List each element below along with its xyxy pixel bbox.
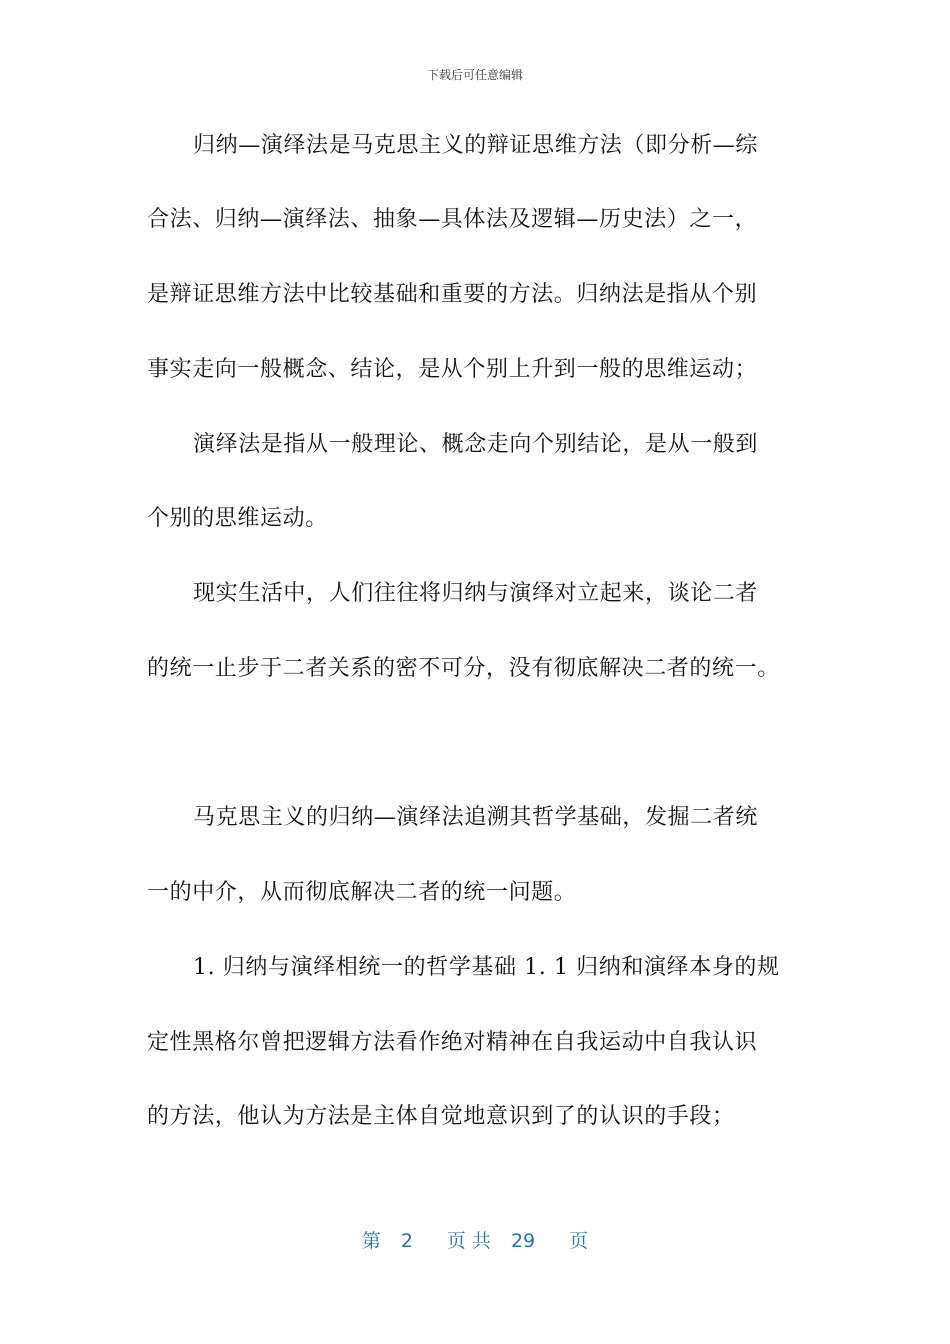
paragraph-line: 现实生活中，人们往往将归纳与演绎对立起来，谈论二者 xyxy=(193,581,759,606)
footer-suffix: 页 xyxy=(569,1230,589,1252)
page-header: 下载后可任意编辑 xyxy=(426,68,523,82)
paragraph-line: 演绎法是指从一般理论、概念走向个别结论，是从一般到 xyxy=(193,432,759,457)
paragraph-line: 是辩证思维方法中比较基础和重要的方法。归纳法是指从个别 xyxy=(147,282,758,307)
footer-page-number: 2 xyxy=(400,1230,413,1252)
paragraph-line: 的方法，他认为方法是主体自觉地意识到了的认识的手段； xyxy=(147,1104,735,1129)
paragraph-line: 的统一止步于二者关系的密不可分，没有彻底解决二者的统一。 xyxy=(147,656,780,681)
footer-middle: 页 共 xyxy=(446,1230,491,1252)
paragraph-line: 马克思主义的归纳—演绎法追溯其哲学基础，发掘二者统 xyxy=(193,805,759,830)
paragraph-line: 归纳—演绎法是马克思主义的辩证思维方法（即分析—综 xyxy=(193,133,759,158)
footer-total-pages: 29 xyxy=(510,1230,536,1252)
paragraph-line: 1. 归纳与演绎相统一的哲学基础 1. 1 归纳和演绎本身的规 xyxy=(193,955,780,980)
paragraph-line: 定性黑格尔曾把逻辑方法看作绝对精神在自我运动中自我认识 xyxy=(147,1030,758,1055)
paragraph-line: 一的中介，从而彻底解决二者的统一问题。 xyxy=(147,880,577,905)
paragraph-line: 合法、归纳—演绎法、抽象—具体法及逻辑—历史法）之一， xyxy=(147,207,758,232)
paragraph-line: 事实走向一般概念、结论，是从个别上升到一般的思维运动； xyxy=(147,357,758,382)
footer-prefix: 第 xyxy=(361,1230,381,1252)
page-footer xyxy=(0,1226,950,1253)
paragraph-line: 个别的思维运动。 xyxy=(147,506,328,531)
